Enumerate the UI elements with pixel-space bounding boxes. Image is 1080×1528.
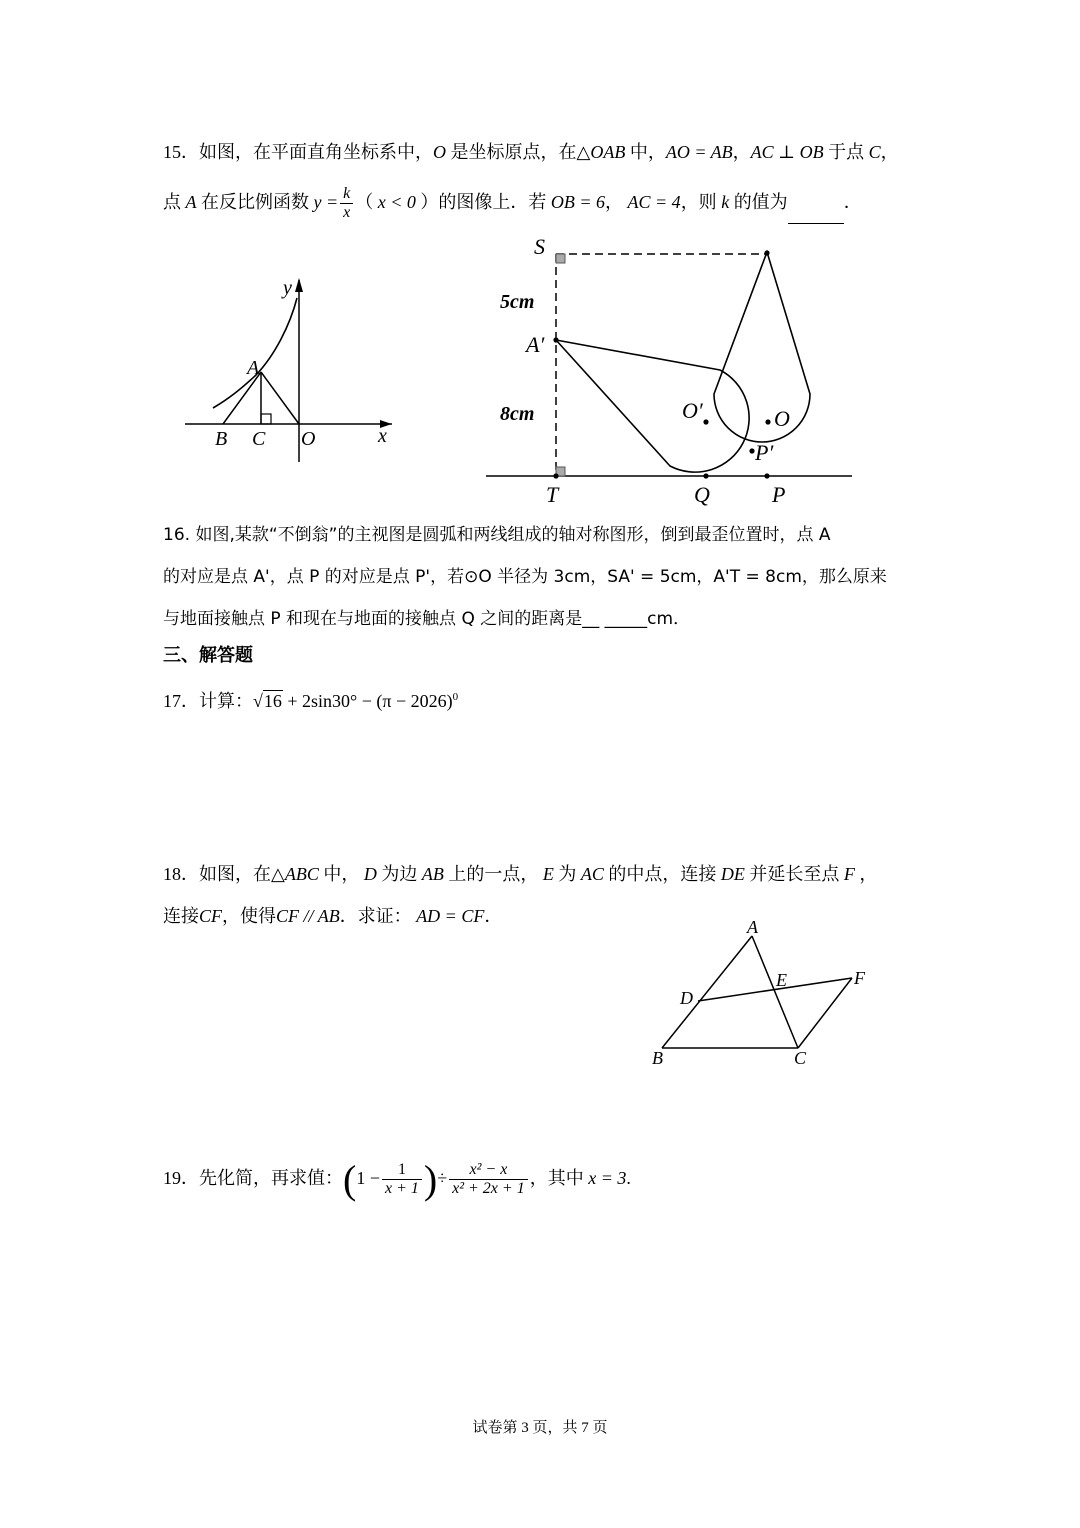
q15-text: ， (605, 192, 628, 212)
q15-text: C (868, 142, 881, 162)
label-8cm: 8cm (500, 403, 535, 425)
q15-text: AC ⊥ OB (750, 142, 824, 162)
fraction-2 (449, 1161, 528, 1198)
q15-text: 是坐标原点，在△ (446, 142, 591, 162)
q16-line3 (163, 607, 690, 631)
label-E: E (776, 970, 787, 990)
q18-text: ABC (284, 864, 319, 884)
q18-text: ，使得 (222, 906, 277, 926)
page-footer: 试卷第 3 页，共 7 页 (472, 1420, 608, 1436)
q18-text: ．求证： (339, 906, 417, 926)
q17-expr: + 2sin30° − (π − 2026) (282, 691, 453, 711)
label-B: B (215, 428, 228, 450)
sqrt-radicand: 16 (263, 691, 282, 711)
q18-text: CF (199, 906, 223, 926)
q18-text: 为 (553, 864, 581, 884)
q18-text: 18．如图，在△ (163, 864, 285, 884)
label-O: O (774, 406, 790, 431)
q18-text: 上的一点， (443, 864, 543, 884)
q15-text: y = (313, 192, 339, 212)
label-A: A (247, 357, 260, 379)
q19-text: . (626, 1168, 631, 1188)
q15-text: 15．如图，在平面直角坐标系中， (163, 142, 433, 162)
q15-text: x < 0 (377, 192, 416, 212)
label-C: C (794, 1048, 807, 1068)
q18-text: E (542, 864, 554, 884)
section-heading: 三、解答题 (163, 645, 253, 666)
figure-18 (640, 912, 880, 1072)
q15-text: 的值为 (729, 192, 788, 212)
q18-text: ， (854, 864, 878, 884)
paren-open: ( (343, 1156, 357, 1202)
q18-line2 (163, 904, 502, 928)
q15-text: OB = 6 (550, 192, 606, 212)
q15-line2 (163, 180, 862, 224)
q15-text: 点 (163, 192, 186, 212)
answer-blank (788, 205, 844, 224)
q19-condition: x = 3 (588, 1168, 627, 1188)
q15-text: ，则 (680, 192, 722, 212)
q15-text: 在反比例函数 (196, 192, 314, 212)
label-T: T (546, 482, 559, 507)
figure-16 (480, 230, 870, 510)
label-Q: Q (694, 482, 710, 507)
q19-term: 1 − (356, 1168, 380, 1188)
q16-line1: 16. 如图,某款“不倒翁”的主视图是圆弧和两线组成的轴对称图形，倒到最歪位置时，点 A (163, 525, 831, 545)
q18-text: F (843, 864, 855, 884)
q18-text: 中， (318, 864, 364, 884)
label-5cm: 5cm (500, 291, 535, 313)
q17-label: 17．计算： (163, 691, 253, 711)
answer-blank: __ _____ (582, 609, 648, 629)
q19-text: ，其中 (529, 1168, 589, 1188)
frac-num: k (340, 185, 353, 204)
frac-num: x² − x (449, 1161, 528, 1180)
label-O: O (301, 428, 316, 450)
q15-text: AC = 4 (627, 192, 681, 212)
q15-text: OAB (590, 142, 626, 162)
q18-line1 (163, 862, 877, 886)
q15-text: ， (732, 142, 751, 162)
q15-text: k (721, 192, 730, 212)
paren-close: ) (423, 1156, 438, 1202)
q15-text: A (185, 192, 197, 212)
q18-text: 连接 (163, 906, 199, 926)
label-F: F (854, 968, 865, 988)
frac-den: x + 1 (384, 1180, 419, 1198)
label-A: A (747, 917, 758, 937)
q19-label: 19．先化简，再求值： (163, 1168, 343, 1188)
q15-text: AO = AB (665, 142, 733, 162)
q15-text: 中， (625, 142, 666, 162)
q15-text: ． (843, 192, 862, 212)
q17-exponent: 0 (452, 691, 459, 703)
figure-15 (180, 270, 400, 470)
q16-line2: 的对应是点 A'，点 P 的对应是点 P'，若⊙O 半径为 3cm，SA' = 5cm，A'T = 8cm，那么原来 (163, 567, 887, 587)
frac-den: x² + 2x + 1 (452, 1180, 525, 1198)
q18-text: DE (720, 864, 745, 884)
q18-text: AB (421, 864, 444, 884)
sqrt-sign: √ (253, 691, 263, 711)
frac-den: x (343, 204, 351, 222)
q18-text: 并延长至点 (744, 864, 844, 884)
fraction-1 (382, 1161, 422, 1198)
q15-text: 于点 (823, 142, 869, 162)
frac-num: 1 (382, 1161, 422, 1180)
q18-text: 的中点，连接 (603, 864, 721, 884)
q15-line1 (163, 140, 899, 164)
label-B: B (652, 1048, 663, 1068)
fraction-k-over-x (340, 185, 353, 222)
q19-line (163, 1153, 631, 1203)
q16-text: 与地面接触点 P 和现在与地面的接触点 Q 之间的距离是 (163, 609, 583, 629)
label-y: y (283, 277, 292, 299)
q18-text: AD = CF (416, 906, 485, 926)
q18-text: 为边 (376, 864, 422, 884)
q15-text: （ (355, 192, 378, 212)
q18-text: D (363, 864, 377, 884)
q15-text: ， (880, 142, 899, 162)
label-x: x (378, 425, 387, 447)
q15-text: ）的图像上．若 (415, 192, 551, 212)
label-P-prime: P′ (755, 440, 774, 465)
q18-text: CF // AB (276, 906, 340, 926)
q16-text: cm． (647, 609, 691, 629)
label-O-prime: O′ (682, 398, 703, 423)
label-C: C (252, 428, 266, 450)
q17-line (163, 685, 458, 713)
label-D: D (680, 988, 693, 1008)
q15-text: O (433, 142, 446, 162)
q18-text: ． (484, 906, 503, 926)
label-S: S (534, 234, 545, 259)
divide-sign: ÷ (437, 1168, 448, 1188)
q18-text: AC (580, 864, 604, 884)
label-A-prime: A′ (526, 332, 545, 357)
label-P: P (772, 482, 786, 507)
